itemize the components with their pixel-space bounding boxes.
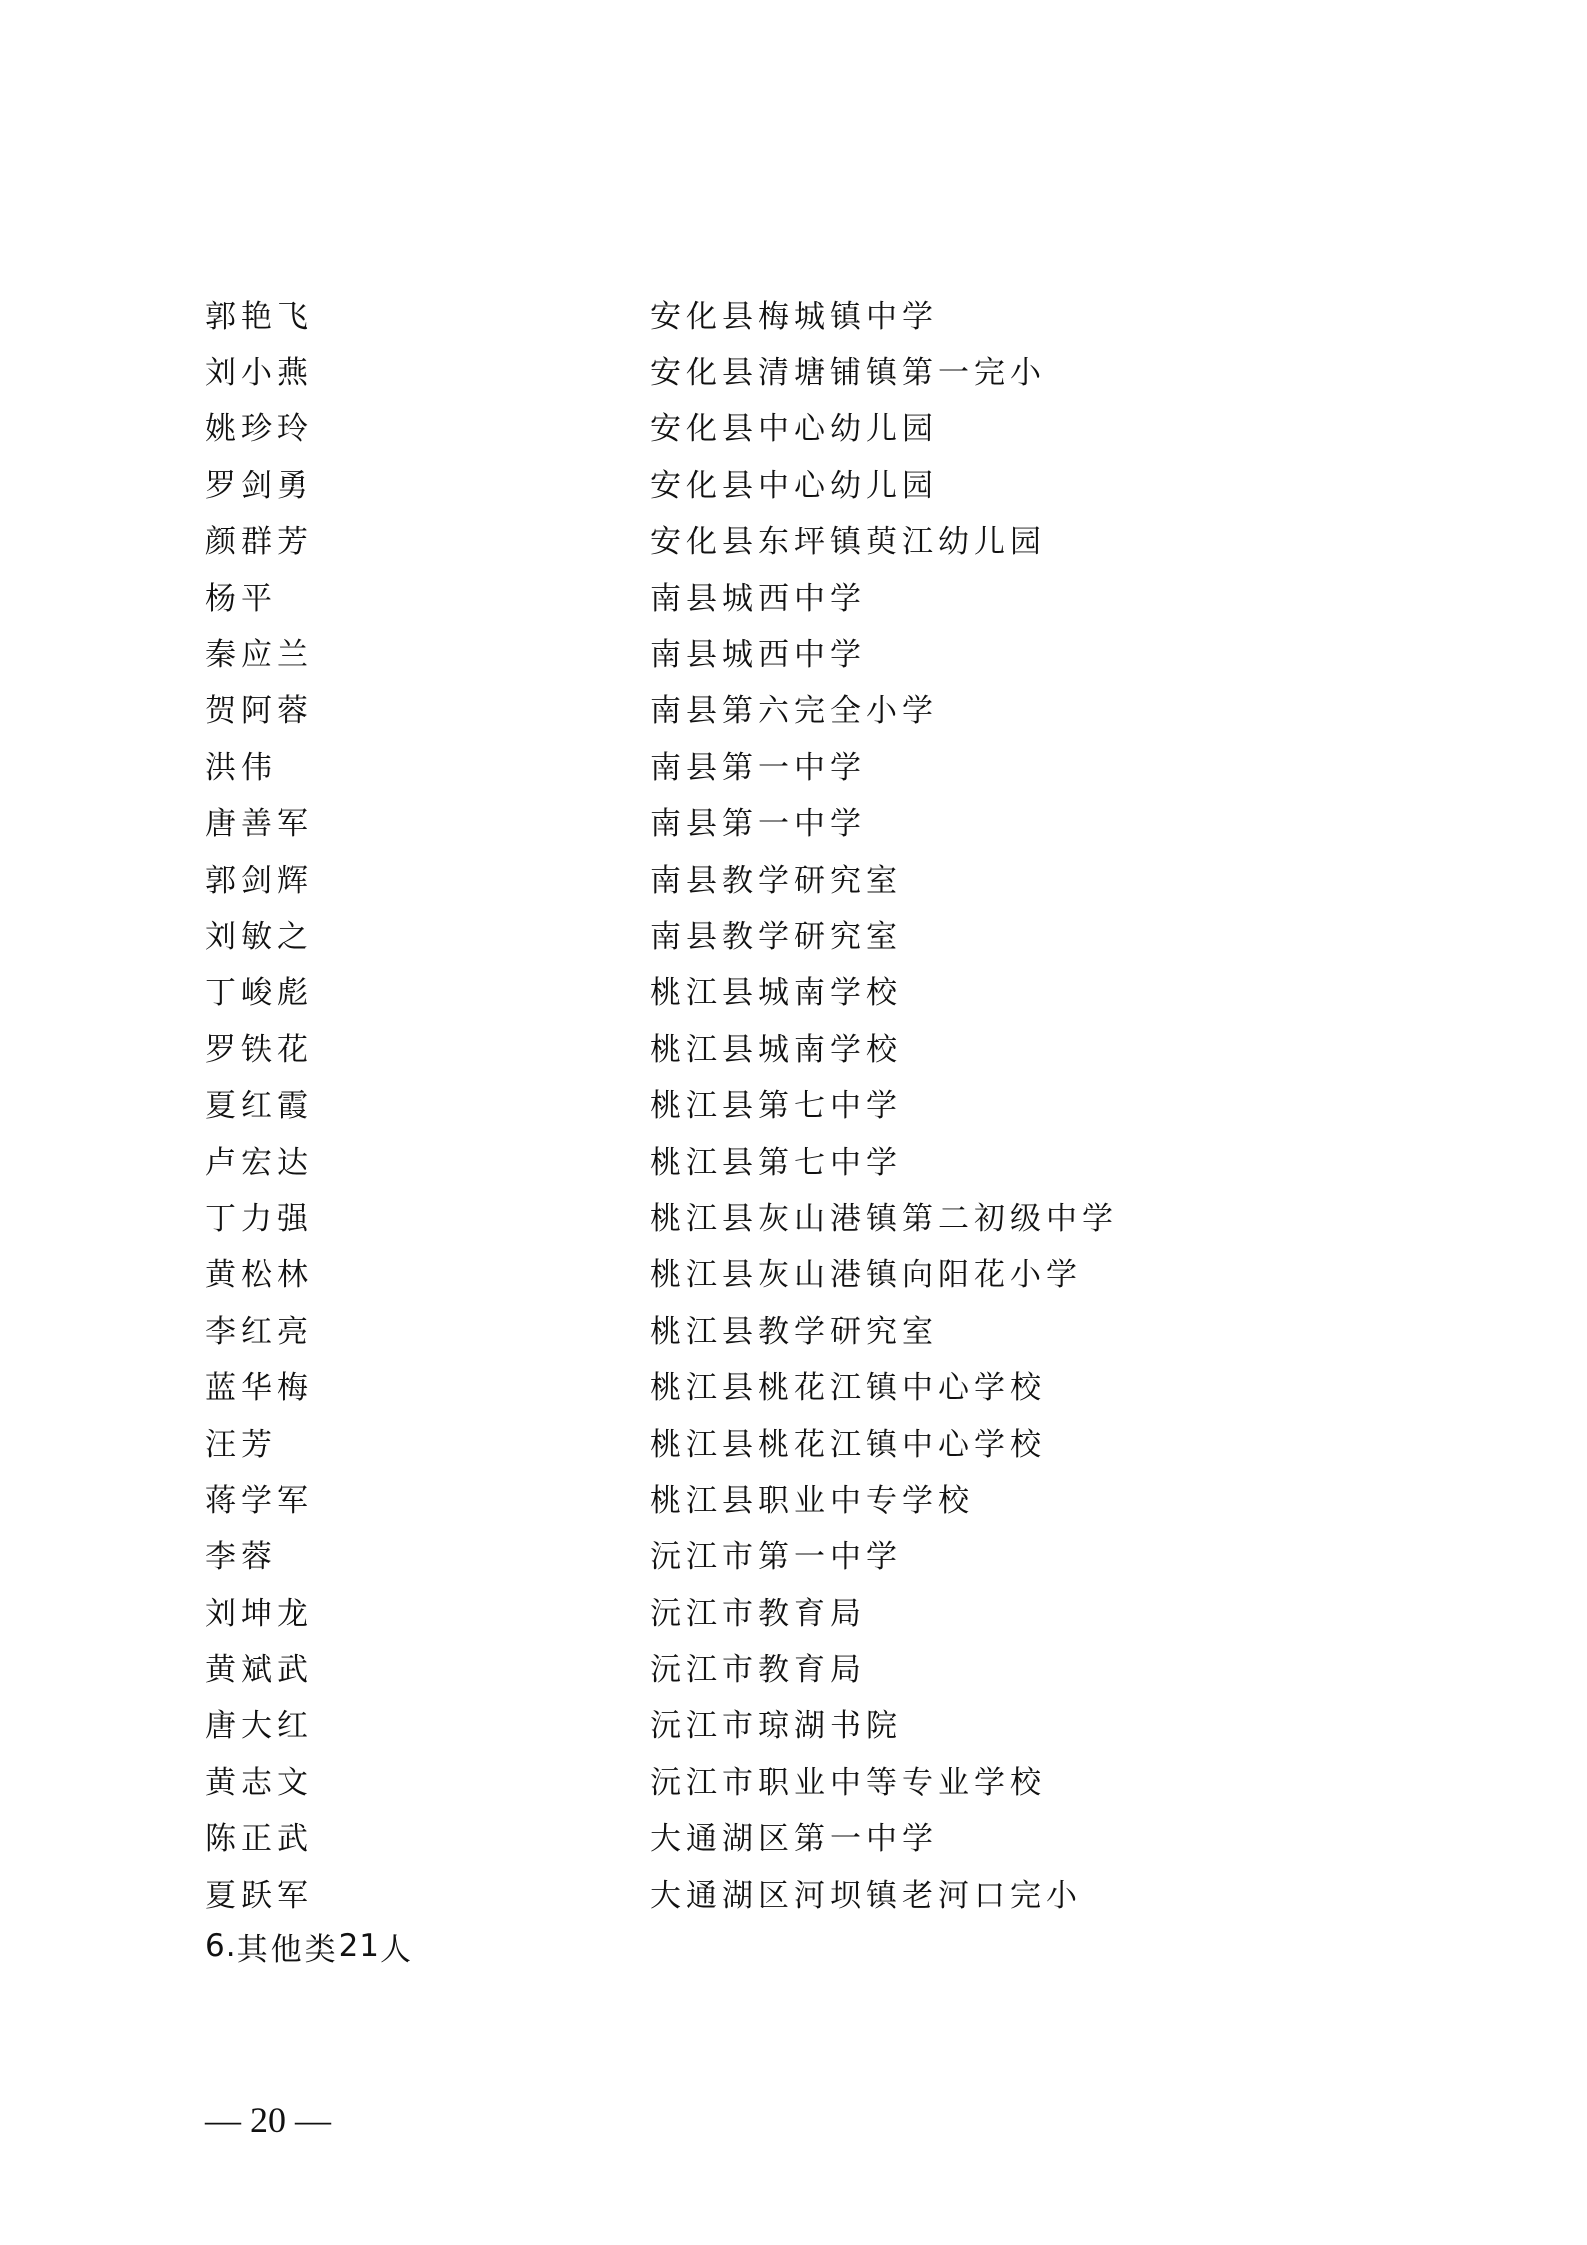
list-item [205, 285, 1405, 341]
person-name: 汪芳 [205, 1426, 277, 1463]
organization-name: 桃江县城南学校 [650, 1031, 902, 1068]
list-item [205, 567, 1405, 623]
organization-name: 南县第一中学 [650, 749, 866, 786]
list-item [205, 1751, 1405, 1807]
person-name: 陈正武 [205, 1821, 313, 1858]
list-item [205, 1582, 1405, 1638]
organization-name: 南县教学研究室 [650, 862, 902, 899]
list-item [205, 398, 1405, 454]
organization-name: 桃江县教学研究室 [650, 1313, 938, 1350]
person-name: 罗剑勇 [205, 467, 313, 504]
page-number: — 20 — [205, 2100, 331, 2140]
list-item [205, 1695, 1405, 1751]
organization-name: 沅江市教育局 [650, 1595, 866, 1632]
person-name: 姚珍玲 [205, 411, 313, 448]
list-item [205, 1413, 1405, 1469]
list-item [205, 793, 1405, 849]
organization-name: 桃江县桃花江镇中心学校 [650, 1370, 1046, 1407]
organization-name: 南县第六完全小学 [650, 693, 938, 730]
organization-name: 南县教学研究室 [650, 918, 902, 955]
person-name: 颜群芳 [205, 524, 313, 561]
section-unit: 人 [380, 1931, 415, 1968]
organization-name: 安化县中心幼儿园 [650, 411, 938, 448]
list-item [205, 454, 1405, 510]
list-item [205, 1187, 1405, 1243]
organization-name: 沅江市第一中学 [650, 1539, 902, 1576]
list-item [205, 341, 1405, 397]
person-name: 贺阿蓉 [205, 693, 313, 730]
organization-name: 大通湖区第一中学 [650, 1821, 938, 1858]
person-name: 丁峻彪 [205, 975, 313, 1012]
person-name: 刘坤龙 [205, 1595, 313, 1632]
organization-name: 大通湖区河坝镇老河口完小 [650, 1877, 1082, 1914]
list-item [205, 1244, 1405, 1300]
list-item [205, 1074, 1405, 1130]
person-name: 洪伟 [205, 749, 277, 786]
person-name: 罗铁花 [205, 1031, 313, 1068]
list-item [205, 680, 1405, 736]
person-name: 夏跃军 [205, 1877, 313, 1914]
list-item [205, 849, 1405, 905]
organization-name: 南县第一中学 [650, 806, 866, 843]
organization-name: 桃江县灰山港镇第二初级中学 [650, 1200, 1118, 1237]
list-item [205, 736, 1405, 792]
section-label: 其他类 [236, 1931, 339, 1968]
person-name: 黄斌武 [205, 1652, 313, 1689]
organization-name: 桃江县职业中专学校 [650, 1482, 974, 1519]
person-name: 丁力强 [205, 1200, 313, 1237]
organization-name: 桃江县城南学校 [650, 975, 902, 1012]
organization-name: 沅江市职业中等专业学校 [650, 1764, 1046, 1801]
list-item [205, 1526, 1405, 1582]
person-name: 秦应兰 [205, 637, 313, 674]
honoree-list [205, 285, 1405, 1920]
person-name: 杨平 [205, 580, 277, 617]
organization-name: 南县城西中学 [650, 580, 866, 617]
person-name: 郭剑辉 [205, 862, 313, 899]
person-name: 刘敏之 [205, 918, 313, 955]
person-name: 李红亮 [205, 1313, 313, 1350]
list-item [205, 623, 1405, 679]
list-item [205, 1018, 1405, 1074]
organization-name: 安化县清塘铺镇第一完小 [650, 355, 1046, 392]
organization-name: 桃江县第七中学 [650, 1144, 902, 1181]
list-item [205, 1356, 1405, 1412]
organization-name: 桃江县桃花江镇中心学校 [650, 1426, 1046, 1463]
list-item [205, 1638, 1405, 1694]
organization-name: 桃江县灰山港镇向阳花小学 [650, 1257, 1082, 1294]
person-name: 蓝华梅 [205, 1370, 313, 1407]
organization-name: 沅江市琼湖书院 [650, 1708, 902, 1745]
list-item [205, 1300, 1405, 1356]
person-name: 夏红霞 [205, 1088, 313, 1125]
person-name: 刘小燕 [205, 355, 313, 392]
person-name: 唐大红 [205, 1708, 313, 1745]
list-item [205, 962, 1405, 1018]
person-name: 黄志文 [205, 1764, 313, 1801]
person-name: 唐善军 [205, 806, 313, 843]
person-name: 卢宏达 [205, 1144, 313, 1181]
organization-name: 安化县中心幼儿园 [650, 467, 938, 504]
person-name: 郭艳飞 [205, 298, 313, 335]
person-name: 李蓉 [205, 1539, 277, 1576]
section-number: 6. [205, 1928, 237, 1964]
person-name: 黄松林 [205, 1257, 313, 1294]
list-item [205, 1131, 1405, 1187]
person-name: 蒋学军 [205, 1482, 313, 1519]
list-item [205, 1808, 1405, 1864]
list-item [205, 511, 1405, 567]
list-item [205, 905, 1405, 961]
organization-name: 南县城西中学 [650, 637, 866, 674]
organization-name: 桃江县第七中学 [650, 1088, 902, 1125]
section-count: 21 [338, 1928, 381, 1964]
list-item [205, 1469, 1405, 1525]
organization-name: 安化县东坪镇萸江幼儿园 [650, 524, 1046, 561]
section-heading [205, 1918, 414, 1974]
organization-name: 安化县梅城镇中学 [650, 298, 938, 335]
list-item [205, 1864, 1405, 1920]
organization-name: 沅江市教育局 [650, 1652, 866, 1689]
